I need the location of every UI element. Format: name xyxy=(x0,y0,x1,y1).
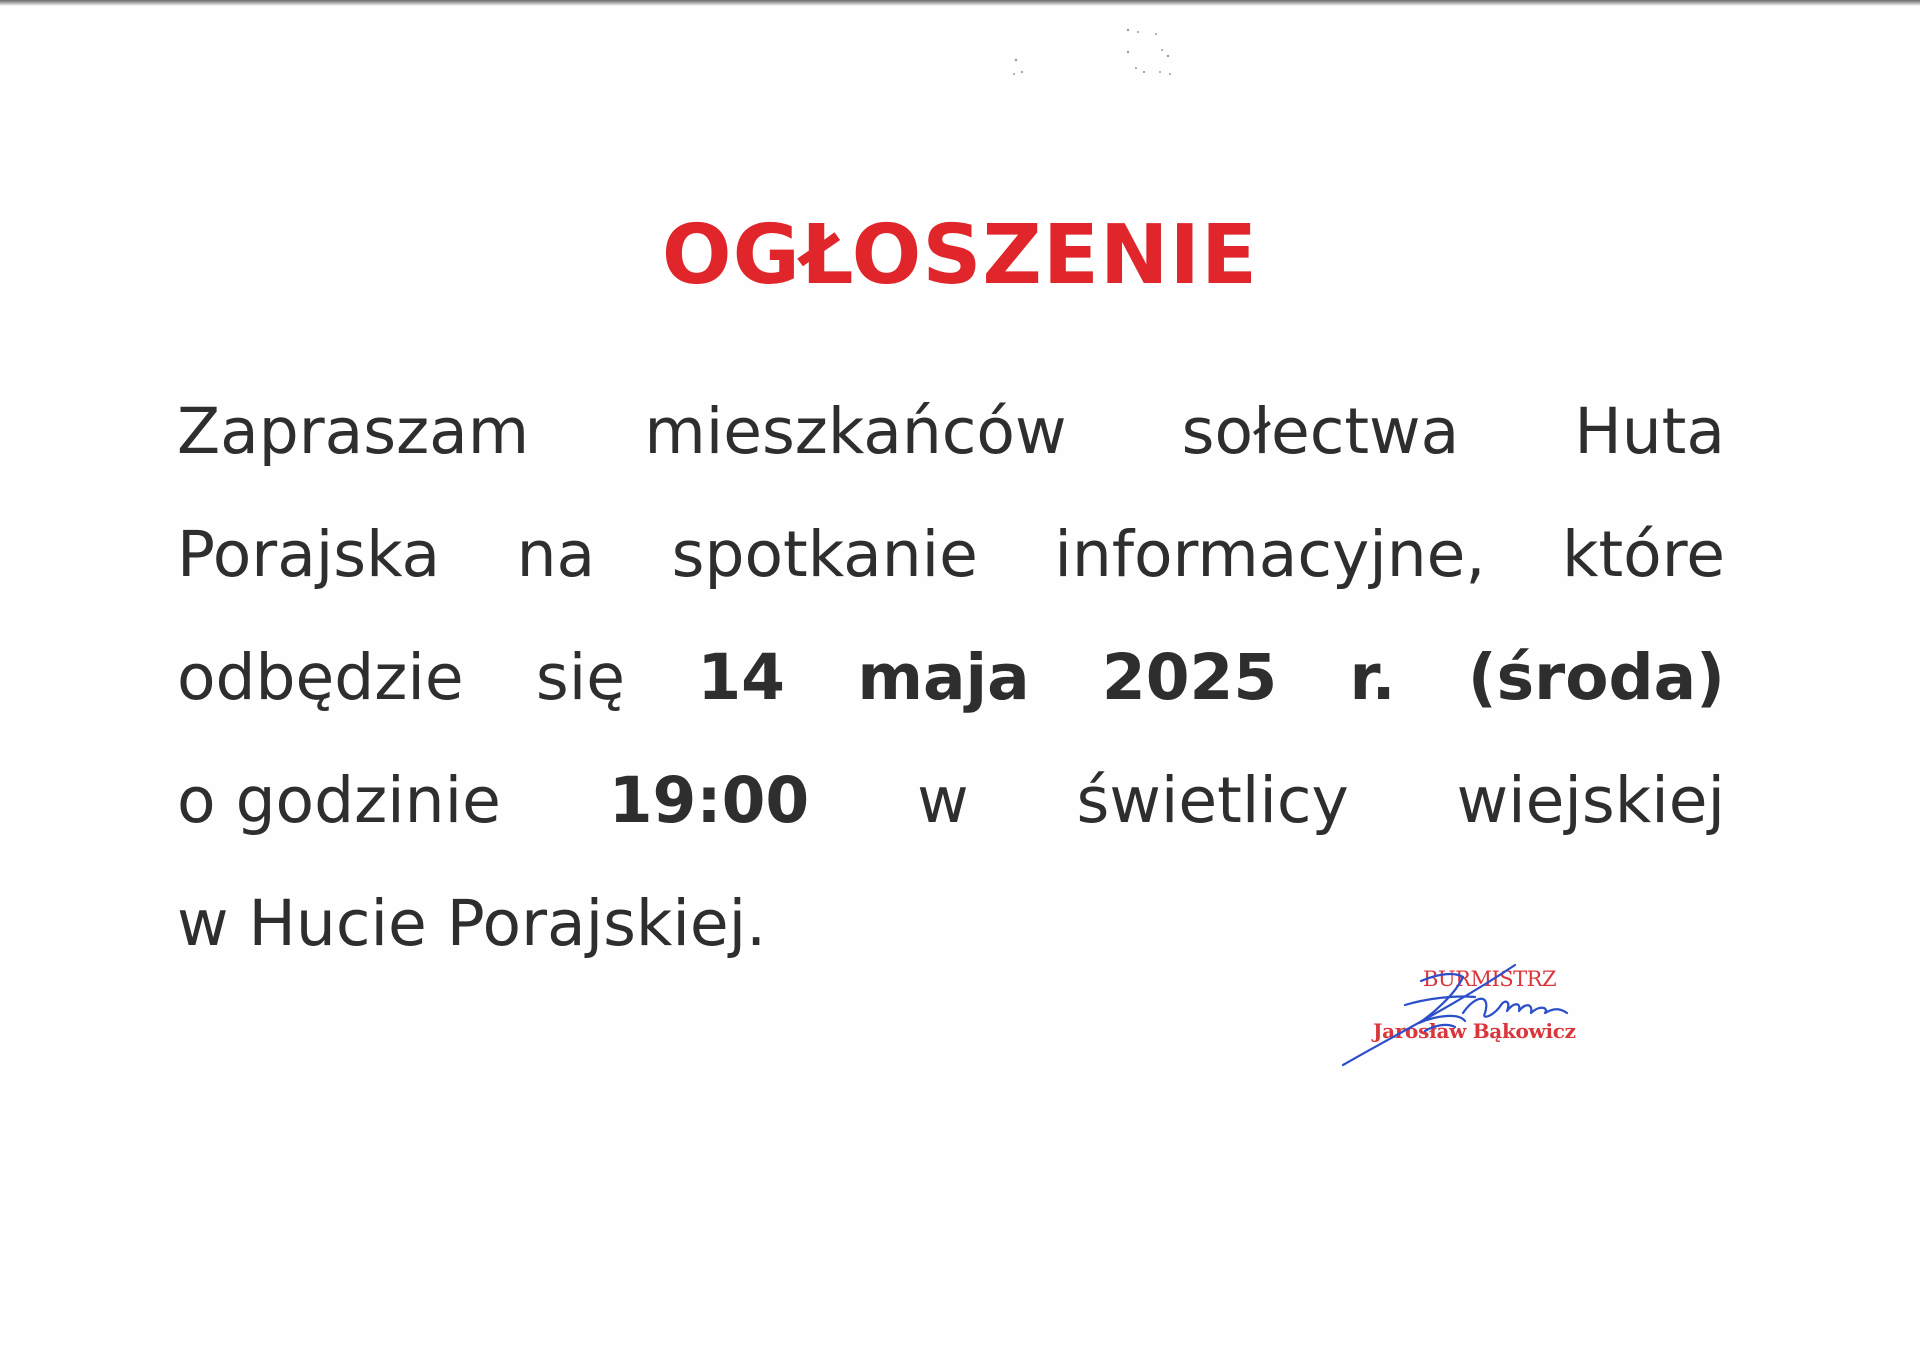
date-month: maja xyxy=(857,641,1030,714)
body-line-3 xyxy=(177,616,1725,739)
word: sołectwa xyxy=(1181,395,1460,468)
word: wiejskiej xyxy=(1456,764,1725,837)
stamp-office: BURMISTRZ xyxy=(1423,967,1557,991)
word: świetlicy xyxy=(1076,764,1349,837)
notice-body xyxy=(177,370,1725,985)
word: informacyjne, xyxy=(1054,518,1486,591)
word: się xyxy=(535,641,626,714)
body-line-4 xyxy=(177,739,1725,862)
word: Porajska xyxy=(177,518,441,591)
date-day: 14 xyxy=(697,641,785,714)
date-year: 2025 xyxy=(1101,641,1278,714)
body-line-2 xyxy=(177,493,1725,616)
date-weekday: (środa) xyxy=(1467,641,1725,714)
meeting-time: 19:00 xyxy=(608,764,810,837)
word: spotkanie xyxy=(671,518,978,591)
scan-edge xyxy=(0,0,1920,6)
word: w xyxy=(917,764,969,837)
signature-icon xyxy=(1335,955,1635,1075)
notice-title: OGŁOSZENIE xyxy=(661,208,1259,303)
stamp-name: Jarosław Bąkowicz xyxy=(1373,1019,1576,1043)
scan-noise xyxy=(1010,22,1210,82)
body-line-5: w Hucie Porajskiej. xyxy=(177,887,767,960)
word: mieszkańców xyxy=(644,395,1067,468)
date-suffix: r. xyxy=(1349,641,1396,714)
body-line-1 xyxy=(177,370,1725,493)
word: Zapraszam xyxy=(177,395,530,468)
word: na xyxy=(516,518,596,591)
word: Huta xyxy=(1574,395,1725,468)
word: odbędzie xyxy=(177,641,464,714)
mayor-stamp xyxy=(1335,955,1635,1075)
word: o godzinie xyxy=(177,764,501,837)
word: które xyxy=(1561,518,1725,591)
